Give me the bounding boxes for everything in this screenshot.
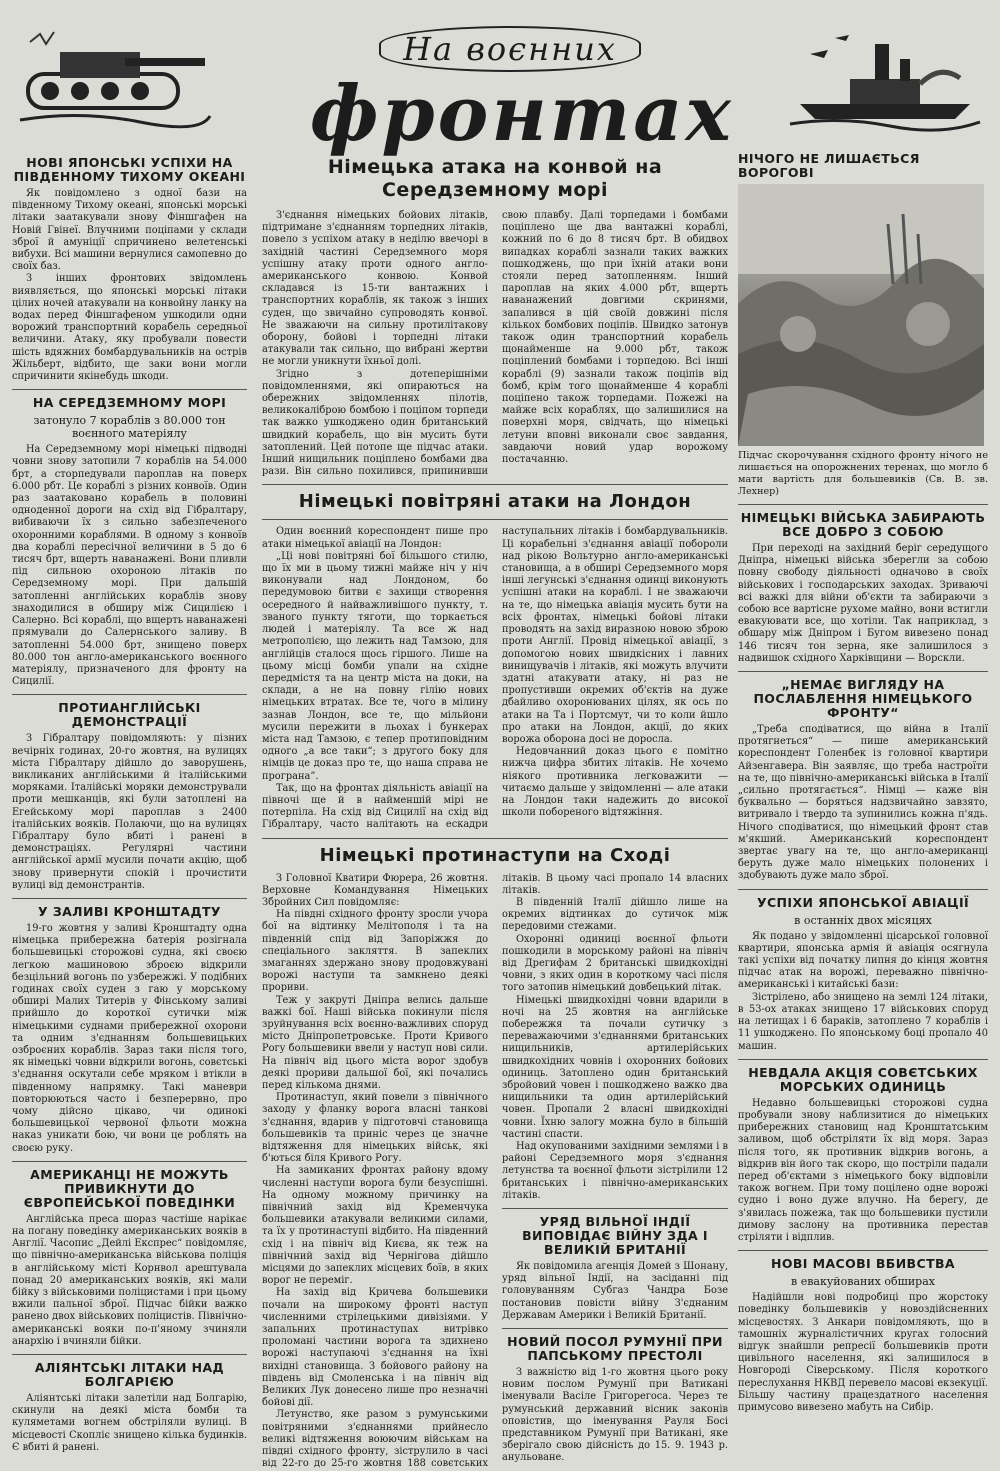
divider xyxy=(12,1354,247,1355)
divider xyxy=(738,504,988,505)
headline-eastern-counterattacks: Німецькі протинаступи на Сході xyxy=(319,844,671,866)
photo-credit: (Св. В. зв. Лехнер) xyxy=(738,474,988,497)
article-paragraph: На замиканих фронтах району вдому численні наступи ворога були безуспішні. На одному можному причинку на північний захід від Кременчука большевики атакували великими силами, та їх у протинаступі відбито. На південний схід і на північ від Києва, як теж на північний захід від Чернігова дійшло місцями до запеклих місцевих боїв, в яких ворог не переміг. xyxy=(262,1165,488,1287)
london-article xyxy=(262,526,728,831)
article-paragraph: Як повідомила агенція Домей з Шонану, уряд вільної Індії, на засіданні під головуванням Субгаз Чандра Бозе постановив повісти війну З'єднаним Державам Америки і Великій Британії. xyxy=(502,1261,728,1321)
article-paragraph: Англійська преса шораз частіше нарікає на погану поведінку американських вояків в Англії. Часопис „Дейлі Експрес“ повідомляє, що північно-американська військова поліція в англійському місті Корнвол арештувала понад 20 американських вояків, які мали бійку з військовими поліцистами і при цьому вжили пальної зброї. Підчас бійки важко ранено двох військових поліцистів. Північно-американські вояки по-п'яному зчиняли анархію і вчиняли бійки. xyxy=(12,1213,247,1347)
headline-free-india: УРЯД ВІЛЬНОЇ ІНДІЇ ВИПОВІДАЄ ВІЙНУ ЗДА І ВЕЛИКІЙ БРИТАНІЇ xyxy=(522,1214,708,1258)
article-paragraph: З інших фронтових звідомлень виявляється, що японські морські літаки цілих ночей атакували на конвойну ланку на водах перед Фіншгафеном ушкодили одни ворожий транспортний корабель середньої величини. Атаку, яку пробували повести шість вдяжних бомбардувальників на острів Жільберт, відбито, ще заки вони могли спричинити якінебудь шкоди. xyxy=(12,273,247,383)
divider xyxy=(738,1059,988,1060)
headline-soviet-naval-failure: НЕВДАЛА АКЦІЯ СОВЄТСЬКИХ МОРСЬКИХ ОДИНИЦЬ xyxy=(748,1064,978,1094)
article-paragraph: Один воєнний кореспондент пише про атаки німецької авіації на Лондон: xyxy=(262,526,488,550)
article-paragraph: Як повідомлено з одної бази на південному Тихому океані, японські морські літаки заатакували знову Фіншгафен на Новій Гвінеї. Влучними поціпами у склади зброї й амуніції спричинено велетенські вибухи. Всі машини вернулися самопевно до своїх баз. xyxy=(12,188,247,273)
eastern-article xyxy=(262,873,728,1471)
subheadline-japanese-aviation: в останніх двох місяцях xyxy=(794,913,932,927)
headline-kronstadt: У ЗАЛИВІ КРОНШТАДТУ xyxy=(38,903,221,919)
article-paragraph: Над окупованими західними землями і в районі Середземного моря з'єднання летунства та воєнної фльоти зістрілили 12 британських і північно-американських літаків. xyxy=(502,1141,728,1201)
headline-americans-behaviour: АМЕРИКАНЦІ НЕ МОЖУТЬ ПРИВИКНУТИ ДО ЄВРОПЕЙСЬКОЇ ПОВЕДІНКИ xyxy=(23,1166,236,1210)
headline-allied-planes-bulgaria: АЛІЯНТСЬКІ ЛІТАКИ НАД БОЛГАРІЄЮ xyxy=(34,1360,225,1390)
article-paragraph: З Головної Кватири Фюрера, 26 жовтня. Верховне Командування Німецьких Збройних Сил повідомляє: xyxy=(262,872,488,908)
headline-convoy-attack: Німецька атака на конвой на Середземному морі xyxy=(327,156,663,201)
article-paragraph: Надійшли нові подробиці про жорстоку поведінку большевиків у новоздійсненних місцевостях. З Анкари повідомляють, що в тамошніх журналістичних кругах голосний відгук знайшли репресії большевиків проти цивільного населення, які залишилося в Новгороді Сіверському. Після короткого переслухання НКВД перевело масові екзекуції. Більшу частину працездатного населення примусово вивезено мабуть на Сибір. xyxy=(738,1292,988,1413)
masthead-title xyxy=(310,10,734,158)
center-columns xyxy=(262,150,728,1470)
article-paragraph: Недовчанний доказ цього є помітно нижча цифра збитих літаків. Не хочемо ніякого противника легковажити — читаємо дальше у звідомленні — але атаки на Лондон таки надежить до високої школи побореного відтяжіння. xyxy=(502,746,728,819)
photo-headline: НІЧОГО НЕ ЛИШАЄТЬСЯ ВОРОГОВІ xyxy=(738,151,920,180)
headline-london-attacks: Німецькі повітряні атаки на Лондон xyxy=(298,491,692,513)
photo-caption-text: Підчас скорочування східного фронту нічого не лишається на опорожнених теренах, що могло б мати вартість для большевиків xyxy=(738,450,988,485)
photo-caption xyxy=(738,450,988,498)
headline-romanian-envoy: НОВИЙ ПОСОЛ РУМУНІЇ ПРИ ПАПСЬКОМУ ПРЕСТОЛІ xyxy=(507,1334,723,1364)
headline-no-weakening: „НЕМАЄ ВИГЛЯДУ НА ПОСЛАБЛЕННЯ НІМЕЦЬКОГО ФРОНТУ“ xyxy=(753,677,973,721)
headline-new-mass-killings: НОВІ МАСОВІ ВБИВСТВА xyxy=(770,1256,955,1272)
divider xyxy=(502,1208,728,1209)
article-paragraph: Аліянтські літаки залетіли над Болгарію, скинули на деякі міста бомби та куляметами вогнем обстріляли вулиці. В місцевості Скопліє знищено кілька будинків. Є вбиті й ранені. xyxy=(12,1393,247,1453)
article-paragraph: Теж у закруті Дніпра велись дальше важкі бої. Наші війська покинули після зруйнування всіх воєнно-важливих споруд місто Дніпропетровське. Проти Кривого Рогу большевики ввели у наступ нові сили. На північ від цього міста ворог здобув деякі прориви дальшої бої, які почались перед кількома днями. xyxy=(262,994,488,1091)
divider xyxy=(12,694,247,695)
masthead-kicker: На воєнних xyxy=(379,26,641,72)
article-paragraph: На півдні східного фронту зросли учора бої на відтинку Мелітополя і та на південній спід від Запоріжжя до спеціального закляття. В запеклих змаганнях здержано знову продовжувані ворожі наступи та замкнено деякі прориви. xyxy=(262,909,488,994)
right-column xyxy=(738,150,988,1413)
article-paragraph: Протинаступ, який повели з північного заходу у фланку ворога власні танкові з'єднання, вдарив у підготовчі становища большевиків та приніс через це значне відтяження для німецьких військ, які б'ються біля Кривого Рогу. xyxy=(262,1092,488,1165)
battleship-illustration xyxy=(790,24,980,134)
left-column xyxy=(12,150,247,1453)
article-paragraph: 19-го жовтня у заливі Кронштадту одна німецька прибережна батерія розігнала большевицькі сторожові судна, які своєю легкою машиновою зброєю відкрили безцільний вогонь по узбережжі. У подібних годинах своїх суден з гаю у морському обширі Малих Титерів у Фінському заливі прийшло до короткої сутички між німецькими суднами прибережної охорони та одним з'єднанням большевицьких озброєних кораблів. Зараз таки після того, як німецькі човни відкрили вогонь, совєтські з'єднання оскутали себе мряком і втікли в південному напрямку. Такі маневри повторюються часто і безперервно, про чому дійсно цікаво, чи одинокі большевицької червоної фльоти можна наказ уникати бою, чи вони це роблять на своєю руку. xyxy=(12,922,247,1154)
divider xyxy=(262,838,728,839)
subheadline-mediterranean: затонуло 7 кораблів з 80.000 тон воєнного матеріялу xyxy=(33,414,226,441)
article-paragraph: „Ці нові повітряні бої більшого стилю, що їх ми в цьому тижні майже ніч у ніч виконували над Лондоном, бо передумовою битви є захищи створення осередного й найважливішого пункту, т. званого пункту тяготи, що торкається людей і матеріялу. Та все ж над метрополією, що лежить над Тамзою, для англійців сталося щось гіршого. Лише на цьому місці бомби упали на східне передмістя та на центр міста на доки, на склади, а не на повну гілію нових німецьких втратах. Все те, чого в мілину зазнав Лондон, все те, що мільйони мусили пережити в льохах і бункерах міста над Тамзою, є тепер протиповідним одного „а все таки“; з другого боку для німців це доказ про те, що наша справа не програна”. xyxy=(262,550,488,782)
subheadline-new-mass-killings: в евакуйованих обширах xyxy=(791,1275,935,1289)
masthead-main-title: фронтах xyxy=(310,69,734,158)
article-paragraph: Летунство, яке разом з румунськими повітряними з'єднаннями прийнесло великі відтяження воюючим військам на півдні східного фронту, зіструлило в часі від 22-го до 25-го жовтня 188 совєтських літаків. В цьому часі пропало 14 власних літаків. xyxy=(262,872,728,1470)
divider xyxy=(12,1161,247,1162)
article-paragraph: Згідно з дотеперішніми повідомленнями, які опираються на обережних звідомленнях пілотів, великокаліброю бомбою і поціпом торпеди так важко ушкоджено один британський швидкий корабель, що він мусить бути затоплений. Цей потопе ще підчас атаки. Інший нищильник поціплено бомбами два рази. Він сильно похилився, припинивши свою плавбу. Далі торпедами і бомбами поціплено ще два вантажні кораблі, кожний по 6 до 8 тисяч брт. В обидвох випадках кораблі зазнали таких важких пошкоджень, що при їхній атаки вони стояли перед затопленням. Інший пароплав на яких 4.000 рбт, вщерть наванажений довгими скринями, запалився в цій своїй довжині після кількох бомбових поціпів. Швидко затонув також один транспортний корабель щонайменше на 9.000 рбт, також поціплений бомбами і торпедою. Всі інші кораблі (9) зазнали також поціпів від бомб, крім того щонайменше 4 кораблі поціпено також торпедами. Пожежі на майже всіх кораблях, що залишилися на поверхні моря, свідчать, що німецькі летуни вповні виконали своє завдання, завдаючи новий удар ворожому постачанню. xyxy=(262,210,728,478)
article-paragraph: Так, що на фронтах діяльність авіації на півночі ще й в найменшій мірі не потерпіла. На схід від Сицилії на схід від Гібралтару, часто налітають на ескадри наступальних літаків і бомбардувальників. Ці корабельні з'єднання авіації побороли над рікою Вольтурно англо-американські становища, а в обширі Середземного моря інші легунські з'єднання одинці виконують успішні атаки на кораблі. І не зважаючи на те, що німецька авіація мусить бути на всіх фронтах, німецькі бойові літаки проводять на захід виразною новою зброю проти Англії. Провід німецької авіації, з допомогою нових швидкісних і лавних винищувачів і літаків, які можуть влучити здатні атакувати атаку, ні раз не пропустивши окремих об'єктів на дуже дбайливо охоронюваних цілях, як ось по атаки на Та і Портсмут, чи то коли йшло про атаки на Лондон, акції, до яких ворожа оборона досі не доросла. xyxy=(262,526,728,831)
headline-japanese-successes: НОВІ ЯПОНСЬКІ УСПІХИ НА ПІВДЕННОМУ ТИХОМУ ОКЕАНІ xyxy=(13,155,246,184)
headline-anti-british-demonstrations: ПРОТИАНГЛІЙСЬКІ ДЕМОНСТРАЦІЇ xyxy=(58,700,201,730)
divider xyxy=(12,389,247,390)
divider xyxy=(738,889,988,890)
divider xyxy=(738,1250,988,1251)
headline-german-troops-take: НІМЕЦЬКІ ВІЙСЬКА ЗАБИРАЮТЬ ВСЕ ДОБРО З СОБОЮ xyxy=(740,510,986,539)
convoy-article xyxy=(262,210,728,478)
article-paragraph: Охоронні одиниці воєнної фльоти пошкодили в морському районі на північ від Дрегифам 2 британські швидкохідні човни, з яких один в короткому часі після того затопив німецький довбецький літак. xyxy=(502,933,728,994)
article-paragraph: З'єднання німецьких бойових літаків, підтримане з'єднанням торпедних літаків, повело з успіхом атаку в неділю ввечорі в західній частині Середземного моря успішну атаку проти одного англо-американського конвою. Конвой складався із 15-ти вантажних і транспортних кораблів, як також з інших суден, що звичайно супроводять конвої. Не зважаючи на сильну протилітакову оборону, бойові і торпедні літаки атакували так сильно, що вибрані жертви не могли уникнути їхньої долі. xyxy=(262,210,488,368)
divider xyxy=(262,484,728,485)
divider xyxy=(502,1328,728,1329)
article-paragraph: Зістрілено, або знищено на землі 124 літаки, в 53-ох атаках знищено 17 військових споруд на летищах і 6 бараків, затоплено 7 кораблів і 11 ушкоджено. По японському боці пропало 40 машин. xyxy=(738,991,988,1052)
article-paragraph: З важністю від 1-го жовтня цього року новим послом Румунії при Ватикані іменували Васіле Григорегоса. Через те румунський державний вісник законів оповістив, що іменування Рауля Босі представником Румунії при Ватикані, яке зберігало свою дійсність до 15. 9. 1943 р. анульоване. xyxy=(502,1367,728,1464)
article-paragraph: В південній Італії дійшло лише на окремих відтинках до сутичок між передовими стежами. xyxy=(502,896,728,933)
article-paragraph: „Треба сподіватися, що війна в Італії протягнеться“ — пише американський кореспондент Голенбек із головної квартири Айзенгавера. Він заявляє, що треба настроїти на те, що північно-американські війська в Італії „сильно протягається“. Німці — каже він буквально — боряться надзвичайно завзято, витривало і твердо та зупинились кожна п'ядь. Нічого сподіватися, що німецький фронт став м'якший. Американський кореспондент звертає увагу на те, що англо-американці беруть дуже мало німецьких полонених і здобувають дуже мало зброї. xyxy=(738,724,988,882)
article-paragraph: Німецькі швидкохідні човни вдарили в ночі на 25 жовтня на англійське побережжя та почали сутичку з переважаючими з'єднаннями британських нищильників, артилерійських швидкохідних човнів і охоронних бойових одиниць. Затоплено один британський збройовий човен і пошкоджено важко два нищильники та один артилерійський човен. Пропали 2 власні швидкохідні човни. Їхню залогу можна було в більшій частині спасти. xyxy=(502,994,728,1140)
headline-mediterranean: НА СЕРЕДЗЕМНОМУ МОРІ xyxy=(32,395,227,411)
divider xyxy=(12,898,247,899)
article-paragraph: При переході на західний беріг середущого Дніпра, німецькі війська зберегли за собою повну свободу діяльності одначово в своїх військових і господарських заходах. Зриваючі всі важкі для війни об'єкти та забираючи з собою все вартісне рухоме майно, вони встигли евакуювати все, що хотіли. Так наприклад, з обшару між Дніпром і Бугом вивезено понад 146 тисяч тон зерна, яке залишилося з надвишок східного Харківщини — Ворскли. xyxy=(738,543,988,664)
headline-japanese-aviation: УСПІХИ ЯПОНСЬКОЇ АВІАЦІЇ xyxy=(756,894,970,910)
battlefield-photo xyxy=(738,184,984,446)
tank-illustration xyxy=(20,24,210,134)
masthead xyxy=(20,10,980,158)
divider xyxy=(262,519,728,520)
article-paragraph: На Середземному морі німецькі підводні човни знову затопили 7 кораблів на 54.000 брт, а сторпедували пароплав на поверх 6.000 рбт. Це кораблі з різних конвоїв. Один раз заатаковано корабель в половині одноденної дороги на схід від Гібралтару, вибиваючи їх з сильно забезпеченого охоронними кораблями. В одному з конвоїв два кораблі пересічної величини в 5 до 6 тисяч брт, вщерть наванажені. Вони пливли під сильною охороною літаків по Середземному морі. При дальшій затопленні англійських кораблів знову знаходилися в обширу між Сицилією і Салерно. Всі кораблі, що вщерть наванажені прямували до Салернського заливу. В затопленні 54.000 брт, знищено поверх 80.000 тон англо-американського воєнного матеріялу, призначеного для фронту на Сицилії. xyxy=(12,444,247,688)
article-paragraph: З Гібралтару повідомляють: у пізних вечірніх годинах, 20-го жовтня, на вулицях міста Гібралтару дійшло до заворушень, викликаних англійськими й італійськими моряками. Італійські моряки демонстрували проти мешканців, які були затоплені на Егейському морі пароплав з 2400 італійських вояків. Полаючи, що на вулицях Гібралтару було вбиті і ранені в демонстраціях. Регулярні частини англійської армії мусили почати акцію, щоб знову привернути спокій і прочистити вулиці від демонстрантів. xyxy=(12,733,247,891)
rubble-photo-image xyxy=(738,184,984,446)
article-paragraph: Недавно большевицькі сторожові судна пробували знову наблизитися до німецьких прибережних становищ над Кронштатським заливом, щоб обстріляти їх від моря. Зараз після того, як противник відкрив вогонь, а відкрив він його так скоро, що постріли падали перед об'єктами з німецького боку відповіли також вогнем. При тому поцілено одне ворожі судно і воно дуже влучно. На берегу, де з'явилась пожежа, так що большевики пустили димову заслону на противника перестав стріляти і відплив. xyxy=(738,1097,988,1243)
article-paragraph: Як подано у звідомленні цісарської головної квартири, японська армія й авіація осягнула такі успіхи від початку липня до кінця жовтня підчас атак на ворожі, переважно північно-американські і китайські бази: xyxy=(738,930,988,991)
article-paragraph: На захід від Кричева большевики почали на широкому фронті наступ численними стрілецькими дивізіями. У запальних протинаступах витрівко проломані частини ворога та здихнено ворожі наступаючі з'єднання на їхні вихідні становища. З бойового району на південь від Смоленська і на північ від Великих Лук донесено лише про незначні бойові дії. xyxy=(262,1287,488,1409)
divider xyxy=(738,671,988,672)
